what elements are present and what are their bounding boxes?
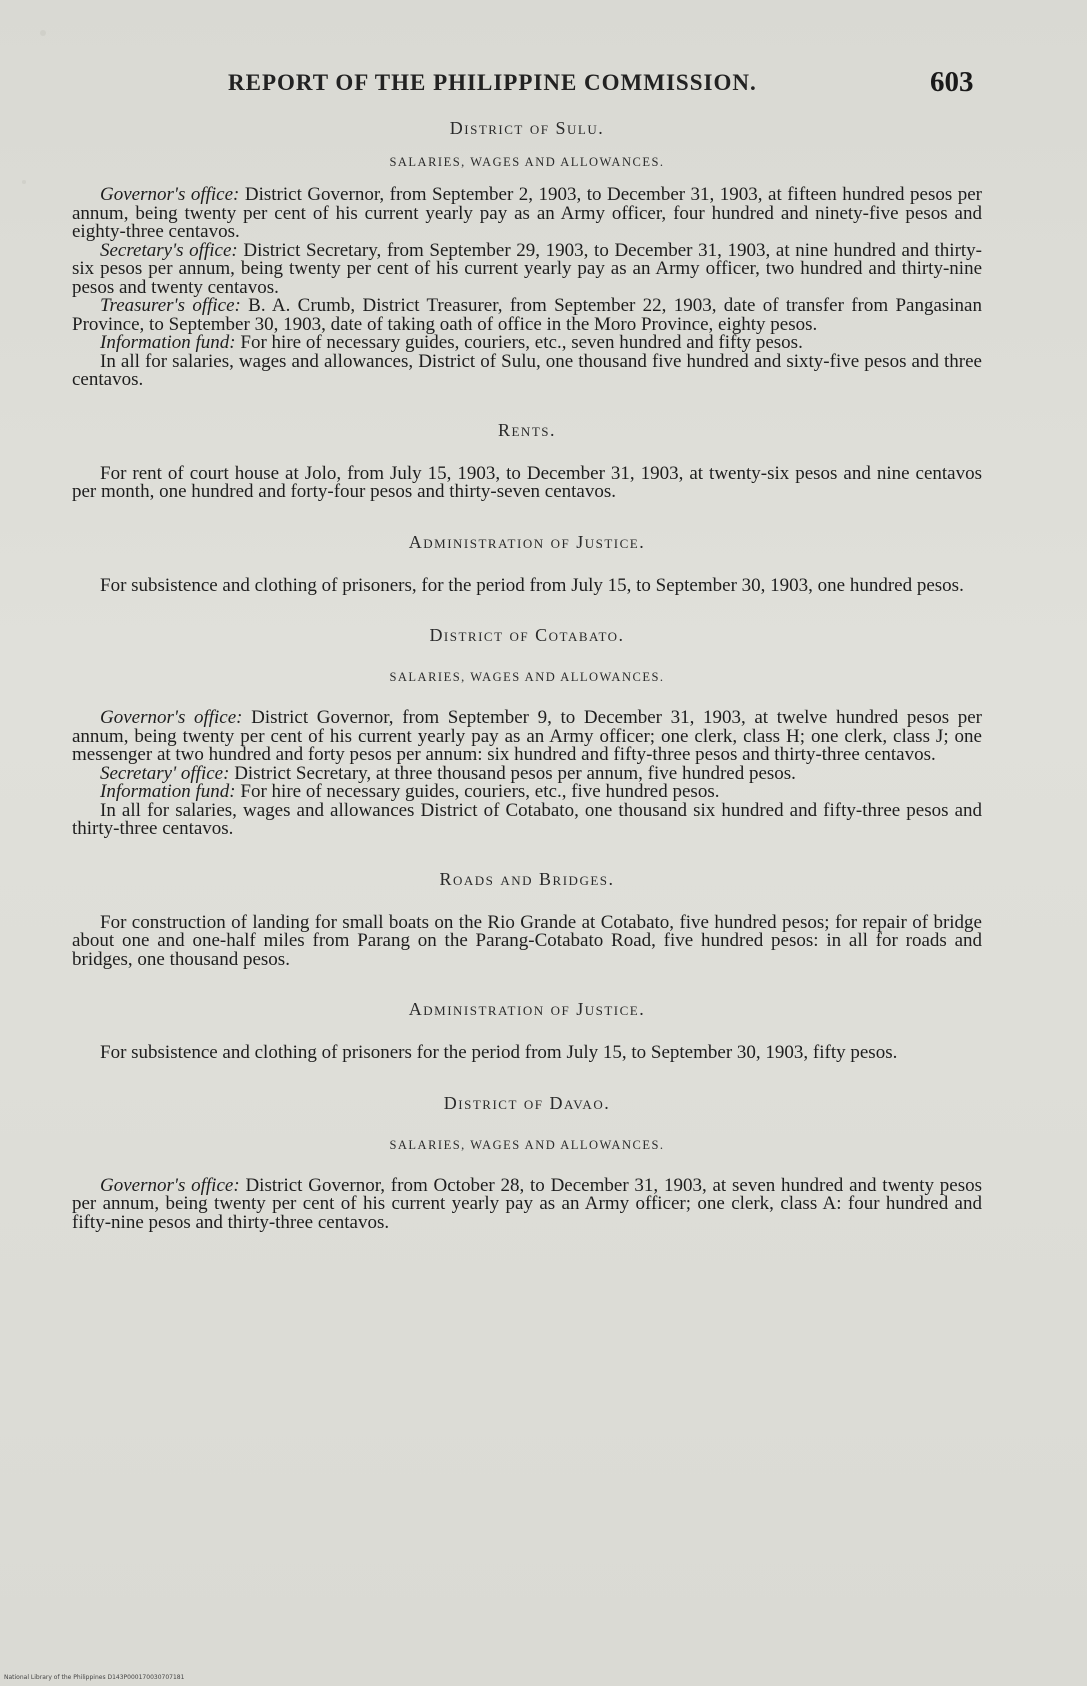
- paragraph-cotabato-information: [72, 783, 982, 802]
- paragraph-sulu-total: In all for salaries, wages and allowances, District of Sulu, one thousand five hundred and sixty-five pesos and three centavos.: [72, 350, 982, 390]
- subheading-salaries-davao: SALARIES, WAGES AND ALLOWANCES.: [389, 1137, 665, 1152]
- paragraph-sulu-treasurer: [72, 297, 982, 334]
- paragraph-rents: For rent of court house at Jolo, from July 15, 1903, to December 31, 1903, at twenty-six pesos and nine centavos per month, one hundred and forty-four pesos and thirty-seven centavos.: [72, 462, 982, 502]
- subheading-salaries-sulu: SALARIES, WAGES AND ALLOWANCES.: [389, 155, 665, 169]
- section-heading-rents: Rents.: [497, 419, 556, 440]
- text-information-fund: For hire of necessary guides, couriers, etc., five hundred pesos.: [240, 781, 720, 802]
- paragraph-roads: For construction of landing for small boats on the Rio Grande at Cotabato, five hundred pesos; for repair of bridge about one and one-half miles from Parang on the Parang-Cotabato Road, five hundred pesos: in all for roads and bridges, one thousand pesos.: [72, 911, 982, 970]
- text-secretary-office: District Secretary, at three thousand pesos per annum, five hundred pesos.: [234, 762, 796, 784]
- text-treasurer-office: B. A. Crumb, District Treasurer, from September 22, 1903, date of transfer from Pangasinan Province, to September 30, 1903, date of taking oath of office in the Moro Province, eighty pesos.: [72, 295, 982, 335]
- page-header: [0, 66, 1087, 110]
- paper-smudge: [22, 180, 26, 184]
- label-secretary-office: Secretary' office:: [100, 762, 230, 784]
- archive-note: National Library of the Philippines D143P000170030707181: [4, 1674, 185, 1681]
- label-governor-office: Governor's office:: [100, 1174, 240, 1196]
- section-heading-justice-cotabato: Administration of Justice.: [408, 999, 646, 1019]
- page-content: [72, 118, 982, 1232]
- section-heading-davao: District of Davao.: [443, 1092, 611, 1113]
- text-governor-office: District Governor, from September 2, 1903, to December 31, 1903, at fifteen hundred pesos per annum, being twenty per cent of his current yearly pay as an Army officer, four hundred and ninety-five pesos and eighty-three centavos.: [72, 184, 983, 242]
- paragraph-justice-sulu: For subsistence and clothing of prisoners, for the period from July 15, to September 30, 1903, one hundred pesos.: [100, 574, 964, 596]
- label-governor-office: Governor's office:: [100, 707, 243, 728]
- paragraph-justice-cotabato: For subsistence and clothing of prisoners for the period from July 15, to September 30, 1903, fifty pesos.: [100, 1042, 898, 1063]
- label-information-fund: Information fund:: [100, 332, 236, 353]
- subheading-salaries-cotabato: SALARIES, WAGES AND ALLOWANCES.: [389, 670, 665, 684]
- label-secretary-office: Secretary's office:: [100, 239, 238, 261]
- paragraph-davao-governor: [72, 1174, 983, 1233]
- label-governor-office: Governor's office:: [100, 184, 240, 205]
- paragraph-cotabato-governor: [72, 709, 982, 765]
- paragraph-cotabato-total: In all for salaries, wages and allowances District of Cotabato, one thousand six hundred and fifty-three pesos and thirty-three centavos.: [72, 799, 982, 839]
- text-information-fund: For hire of necessary guides, couriers, etc., seven hundred and fifty pesos.: [240, 332, 803, 353]
- paragraph-sulu-information: [72, 334, 982, 353]
- text-secretary-office: District Secretary, from September 29, 1903, to December 31, 1903, at nine hundred and thirty-six pesos per annum, being twenty per cent of his current yearly pay as an Army officer, two hundred and thirty-nine pesos and twenty centavos.: [72, 239, 983, 298]
- running-title: REPORT OF THE PHILIPPINE COMMISSION.: [228, 70, 757, 95]
- text-governor-office: District Governor, from September 9, to December 31, 1903, at twelve hundred pesos per annum, being twenty per cent of his current yearly pay as an Army officer; one clerk, class H; one clerk, class J; one messenger at two hundred and forty pesos per annum: six hundred and fifty-three pesos and thirty-three centavos.: [72, 707, 982, 765]
- section-heading-roads: Roads and Bridges.: [439, 868, 615, 889]
- section-heading-cotabato: District of Cotabato.: [429, 625, 625, 645]
- paragraph-sulu-governor: [72, 186, 982, 242]
- paragraph-sulu-secretary: [72, 239, 983, 298]
- paper-smudge: [40, 30, 46, 36]
- label-information-fund: Information fund:: [100, 781, 236, 802]
- section-heading-sulu: District of Sulu.: [449, 118, 605, 138]
- text-governor-office: District Governor, from October 28, to December 31, 1903, at seven hundred and twenty pesos per annum, being twenty per cent of his current yearly pay as an Army officer; one clerk, class A: four hundred and fifty-nine pesos and thirty-three centavos.: [72, 1174, 983, 1233]
- section-heading-justice-sulu: Administration of Justice.: [408, 531, 646, 552]
- label-treasurer-office: Treasurer's office:: [100, 295, 241, 316]
- page-number: 603: [930, 66, 974, 98]
